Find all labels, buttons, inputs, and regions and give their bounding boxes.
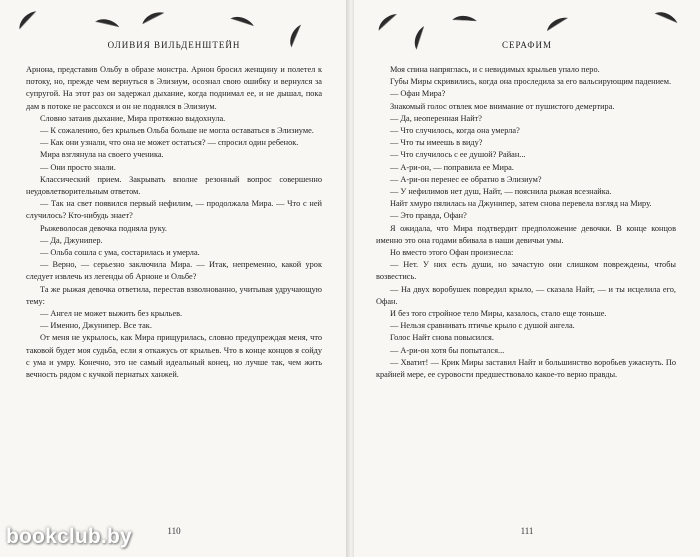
feather-icon [94, 13, 122, 33]
paragraph: — Именно, Джунипер. Все так. [40, 321, 152, 331]
paragraph: — А-ри-он, — поправила ее Мира. [390, 162, 514, 172]
paragraph: — Как они узнали, что она не может остаться? — спросил один ребенок. [40, 138, 299, 148]
page-text [26, 64, 322, 381]
paragraph: — Ангел не может выжить без крыльев. [40, 309, 183, 319]
paragraph: — Что случилось с ее душой? Райан... [390, 150, 526, 160]
paragraph: От меня не укрылось, как Мира прищурилась, словно предупреждая меня, что таковой будет моя судьба, если я откажусь от крыльев. Что в конце концов я сойду с ума и умру. Конечно, это не самый идеальный конец, но лучше так, чем жить вечность рядом с кучкой пернатых ханжей. [26, 333, 322, 380]
paragraph: — Ольба сошла с ума, состарилась и умерла. [40, 248, 200, 258]
paragraph: Рыжеволосая девочка подняла руку. [40, 223, 167, 233]
paragraph: — Так на свет появился первый нефилим, — продолжала Мира. — Что с ней случилось? Кто-нибудь знает? [26, 199, 322, 221]
paragraph: Голос Найт снова повысился. [390, 333, 494, 343]
paragraph: — Это правда, Офан? [390, 211, 467, 221]
feather-icon [229, 10, 257, 32]
paragraph: — А-ри-он хотя бы попытался... [390, 345, 505, 355]
paragraph: — Что ты имеешь в виду? [390, 138, 483, 148]
paragraph: — А-ри-он перенес ее обратно в Элизиум? [390, 174, 542, 184]
paragraph: И без того стройное тело Миры, казалось, стало еще тоньше. [390, 309, 607, 319]
feather-icon [139, 9, 167, 25]
feather-icon [13, 7, 40, 30]
paragraph: Губы Миры скривились, когда она проследила за его вальсирующим падением. [390, 77, 672, 87]
paragraph: Но вместо этого Офан произнесла: [390, 248, 514, 258]
paragraph: Арнона, представив Ольбу в образе монстра. Арнон бросил женщину и полетел к потоку, но, прежде чем вернуться в Элизиум, осознал свою ошибку и вернулся за супругой. На этот раз он задержал дыхание, когда поднимал ее, и не дышал, пока дам в потоке не рассохся и он не поднялся в Элизиум. [26, 65, 322, 111]
paragraph: — На двух воробушек повредил крыло, — сказала Найт, — и ты исцелила его, Офан. [376, 284, 676, 306]
paragraph: Классический прием. Закрывать вполне резонный вопрос совершенно неудовлетворительным ответом. [26, 174, 322, 197]
paragraph: — Верно, — серьезно заключила Мира. — Итак, непременно, какой урок следует извлечь из легенды об Арноне и Ольбе? [26, 260, 322, 282]
paragraph: Та же рыжая девочка ответила, перестав взволнованно, учитывая удручающую тему: [26, 284, 322, 306]
paragraph: — Да, неоперенная Найт? [390, 113, 482, 123]
paragraph: Словно затаив дыхание, Мира протяжно выдохнула. [40, 113, 226, 123]
feather-icon [653, 5, 680, 28]
page-number: 110 [167, 526, 181, 536]
feather-icon [451, 11, 479, 27]
running-header: СЕРАФИМ [502, 40, 552, 50]
running-header: ОЛИВИЯ ВИЛЬДЕНШТЕЙН [107, 40, 241, 50]
paragraph: — Хватит! — Крик Миры заставил Найт и большинство воробьев ужаснуть. По крайней мере, ее суровости предшествовало какое-то верно правды. [376, 357, 676, 380]
paragraph: — Что случилось, когда она умерла? [390, 126, 520, 136]
paragraph: — Офан Мира? [390, 89, 446, 99]
paragraph: Я ожидала, что Мира подтвердит предположение девочки. В конце концов именно это она годами вбивала в наши девичьи умы. [376, 223, 676, 245]
paragraph: — Да, Джунипер. [40, 235, 103, 245]
watermark-logo: bookclub.by [6, 525, 132, 548]
paragraph: Найт хмуро пялилась на Джунипер, затем снова перевела взгляд на Миру. [390, 199, 652, 209]
left-page [0, 0, 348, 557]
page-text [376, 64, 676, 381]
feather-icon [373, 10, 401, 32]
paragraph: — Нет. У них есть души, но зачастую они слишком повреждены, чтобы возвестись. [376, 260, 676, 282]
paragraph: Моя спина напряглась, и с невидимых крыльев упало перо. [390, 65, 600, 74]
paragraph: Знакомый голос отвлек мое внимание от пушистого демертира. [390, 101, 615, 111]
right-page [354, 0, 700, 557]
paragraph: — К сожалению, без крыльев Ольба больше не могла оставаться в Элизиуме. [40, 126, 314, 136]
paragraph: — Нельзя сравнивать птичье крыло с душой ангела. [390, 321, 575, 331]
paragraph: — Они просто знали. [40, 162, 116, 172]
paragraph: Мира взглянула на своего ученика. [40, 150, 164, 160]
page-number: 111 [520, 526, 534, 536]
paragraph: — У нефилимов нет душ, Найт, — пояснила рыжая всезнайка. [390, 187, 612, 197]
feather-icon [543, 14, 571, 32]
